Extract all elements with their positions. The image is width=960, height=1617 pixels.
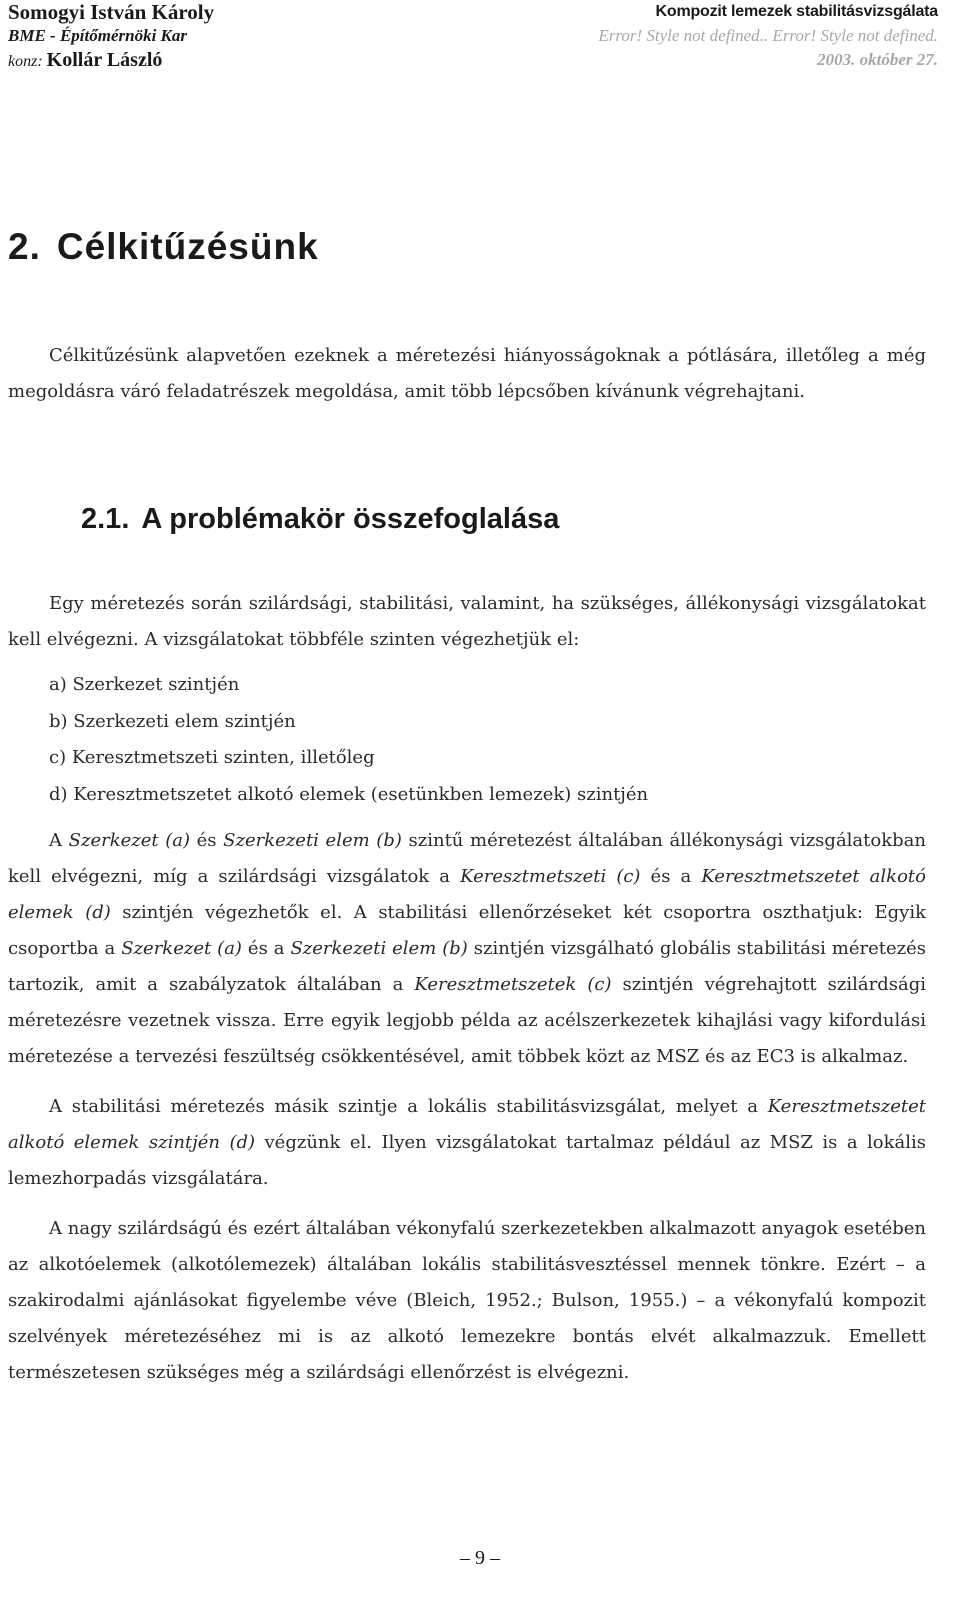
list-item: b) Szerkezeti elem szintjén bbox=[49, 710, 296, 732]
style-error-line: Error! Style not defined.. Error! Style not defined. bbox=[598, 26, 938, 45]
consultant-label: konz: bbox=[8, 53, 43, 70]
author-name: Somogyi István Károly bbox=[8, 0, 215, 24]
consultant-line bbox=[8, 48, 214, 74]
list-item: c) Keresztmetszeti szinten, illetőleg bbox=[49, 747, 375, 768]
list-item: a) Szerkezet szintjén bbox=[49, 674, 240, 695]
page-number: – 9 – bbox=[460, 1547, 500, 1569]
italic-term: Szerkezet (a) bbox=[68, 830, 191, 851]
italic-term: Keresztmetszeti (c) bbox=[460, 866, 641, 887]
section-number: 2.1. bbox=[81, 503, 130, 535]
consultant-name: Kollár László bbox=[46, 49, 163, 71]
header-left bbox=[8, 0, 214, 74]
text-run: és bbox=[190, 830, 224, 851]
italic-term: Keresztmetszetet alkotó elemek (d) bbox=[8, 866, 926, 923]
chapter-number: 2. bbox=[8, 226, 41, 267]
intro-block bbox=[8, 338, 926, 410]
text-run: szintjén végrehajtott szilárdsági méretezésre vezetnek vissza. Erre egyik legjobb példa az acélszerkezetek kihajlási vagy kifordulási méretezése a tervezési feszültség csökkentésével, amit többek közt az MSZ és az EC3 is alkalmaz. bbox=[8, 974, 926, 1067]
chapter-heading bbox=[8, 225, 319, 269]
levels-list bbox=[49, 667, 926, 813]
faculty-name: BME - Építőmérnöki Kar bbox=[8, 26, 188, 45]
header-right bbox=[598, 0, 938, 72]
text-run: és a bbox=[241, 938, 291, 959]
intro-paragraph: Célkitűzésünk alapvetően ezeknek a méretezési hiányosságoknak a pótlására, illetőleg a még megoldásra váró feladatrészek megoldása, amit több lépcsőben kívánunk végrehajtani. bbox=[8, 345, 926, 402]
section-title: A problémakör összefoglalása bbox=[141, 503, 560, 535]
italic-term: Keresztmetszetet alkotó elemek szintjén (d) bbox=[8, 1096, 926, 1153]
italic-term: Keresztmetszetek (c) bbox=[414, 974, 612, 995]
text-run: és a bbox=[640, 866, 702, 887]
italic-term: Szerkezeti elem (b) bbox=[223, 830, 402, 851]
text-run: A stabilitási méretezés másik szintje a lokális stabilitásvizsgálat, melyet a bbox=[49, 1096, 768, 1117]
text-run: szintjén vizsgálható globális stabilitási méretezés tartozik, amit a szabályzatok általában a bbox=[8, 938, 927, 995]
text-run: szintjén végezhetők el. A stabilitási ellenőrzéseket két csoportra oszthatjuk: Egyik csoportba a bbox=[8, 902, 926, 959]
text-run: A bbox=[49, 830, 69, 851]
document-title: Kompozit lemezek stabilitásvizsgálata bbox=[655, 3, 938, 20]
chapter-title: Célkitűzésünk bbox=[56, 226, 319, 267]
list-item: d) Keresztmetszetet alkotó elemek (esetünkben lemezek) szintjén bbox=[49, 783, 649, 805]
section-heading bbox=[81, 501, 559, 537]
italic-term: Szerkezet (a) bbox=[121, 938, 242, 959]
section-paragraph-1: Egy méretezés során szilárdsági, stabilitási, valamint, ha szükséges, állékonysági vizsgálatokat kell elvégezni. A vizsgálatokat többféle szinten végezhetjük el: bbox=[8, 593, 926, 650]
section-body bbox=[8, 586, 926, 1391]
italic-term: Szerkezeti elem (b) bbox=[290, 938, 468, 959]
paragraph-4: A nagy szilárdságú és ezért általában vékonyfalú szerkezetekben alkalmazott anyagok esetében az alkotóelemek (alkotólemezek) általában lokális stabilitásvesztéssel mennek tönkre. Ezért – a szakirodalmi ajánlásokat figyelembe véve (Bleich, 1952.; Bulson, 1955.) – a vékonyfalú kompozit szelvények méretezéséhez mi is az alkotó lemezekre bontás elvét alkalmazzuk. Emellett természetesen szükséges még a szilárdsági ellenőrzést is elvégezni. bbox=[8, 1218, 926, 1383]
text-run: végzünk el. Ilyen vizsgálatokat tartalmaz például az MSZ is a lokális lemezhorpadás vizsgálatára. bbox=[8, 1132, 927, 1189]
document-date: 2003. október 27. bbox=[817, 50, 938, 69]
paragraph-2 bbox=[8, 823, 926, 1075]
text-run: szintű méretezést általában állékonysági vizsgálatokban kell elvégezni, míg a szilárdsági vizsgálatok a bbox=[8, 830, 926, 887]
paragraph-3 bbox=[8, 1089, 926, 1197]
